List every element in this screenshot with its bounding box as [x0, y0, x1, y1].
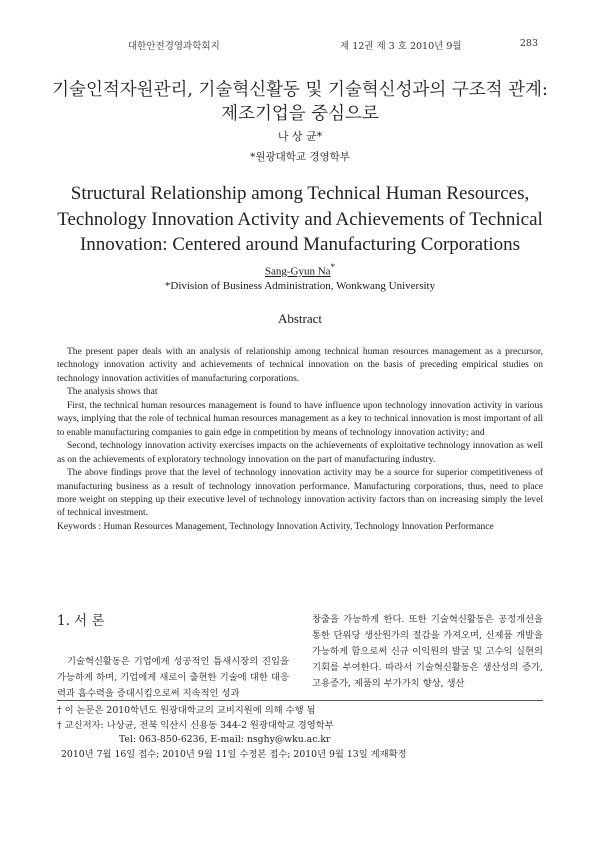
abstract-body — [57, 346, 543, 534]
footnote-funding: † 이 논문은 2010학년도 원광대학교의 교비지원에 의해 수행 됨 — [57, 705, 316, 716]
korean-title-line-1: 기술인적자원관리, 기술혁신활동 및 기술혁신성과의 구조적 관계: — [52, 80, 548, 100]
author-mark: * — [330, 262, 336, 272]
korean-title — [40, 78, 560, 126]
footnote-corresponding: † 교신저자: 나상균, 전북 익산시 신용동 344-2 원광대학교 경영학부 — [57, 719, 334, 731]
english-author — [0, 262, 600, 278]
intro-text-left: 기술혁신활동은 기업에게 성공적인 틈새시장의 진입을 가능하게 하며, 기업에게 새로이 출현한 기술에 대한 대응력과 흡수력을 증대시킴으로써 지속적인 성과 — [57, 656, 289, 699]
english-affiliation: *Division of Business Administration, Wonkwang University — [164, 280, 436, 292]
korean-title-line-2: 제조기업을 중심으로 — [221, 104, 379, 124]
abstract-paragraph: The analysis shows that — [67, 387, 158, 398]
english-title — [30, 181, 570, 258]
korean-author: 나 상 균* — [277, 130, 323, 143]
english-author-name: Sang-Gyun Na — [264, 265, 331, 278]
intro-text-right: 창출을 가능하게 한다. 또한 기술혁신활동은 공정개선을 통한 단위당 생산원가의 절감을 가져오며, 신제품 개발을 가능하게 함으로써 신규 이익원의 발굴 및 고수익 실현의 기회를 부여한다. 따라서 기술혁신활동은 생산성의 증가, 고용증가, 제품의 부가가치 향상, 생산 — [312, 614, 543, 689]
footnote-contact: Tel: 063-850-6236, E-mail: nsghy@wku.ac.kr — [119, 734, 331, 745]
page-number: 283 — [519, 38, 538, 49]
issue-info: 제 12권 제 3 호 2010년 9월 — [340, 41, 462, 52]
right-column — [312, 612, 543, 692]
english-title-line-1: Structural Relationship among Technical Human Resources, — [70, 183, 530, 204]
abstract-heading: Abstract — [277, 311, 323, 326]
running-header — [58, 38, 538, 52]
korean-affiliation: *원광대학교 경영학부 — [250, 151, 350, 163]
section-heading: 1. 서 론 — [57, 613, 105, 629]
english-title-line-2: Technology Innovation Activity and Achievements of Technical — [57, 208, 543, 230]
abstract-paragraph: The present paper deals with an analysis of relationship among technical human resources management as a precursor, technology innovation activity and achievements of technical innovation on the basis of preceding empirical studies on technology innovation activities of manufacturing corporations. — [57, 347, 543, 384]
abstract-paragraph: First, the technical human resources management is found to have influence upon technology innovation activity in various ways, implying that the role of technical human resources management as a key to technical innovation is most important of all to enable manufacturing companies to gain edge in competition by means of technology innovation activity; and — [57, 400, 543, 438]
abstract-paragraph: The above findings prove that the level of technology innovation activity may be a source for superior competitiveness of manufacturing business as a result of technology innovation performance. Manufacturing corporations, thus, need to place more weight on stepping up their executive level of technology innovation activity factors than on increasing simply the level of technical investment. — [57, 468, 543, 519]
footnote-divider — [57, 700, 543, 701]
english-title-line-3: Innovation: Centered around Manufacturing Corporations — [79, 234, 521, 255]
left-column — [57, 612, 289, 702]
abstract-paragraph: Second, technology innovation activity exercises impacts on the achievements of exploitative technology innovation as well as on the achievements of exploratory technology innovation on the part of manufacturing industry. — [57, 441, 543, 465]
keywords: Keywords : Human Resources Management, Technology Innovation Activity, Technology Innovation Performance — [57, 521, 494, 532]
footnote-dates: 2010년 7월 16일 접수; 2010년 9월 11일 수정본 접수; 2010년 9월 13일 게재확정 — [61, 748, 407, 760]
footnotes — [57, 704, 543, 762]
journal-name: 대한안전경영과학회지 — [128, 41, 220, 52]
